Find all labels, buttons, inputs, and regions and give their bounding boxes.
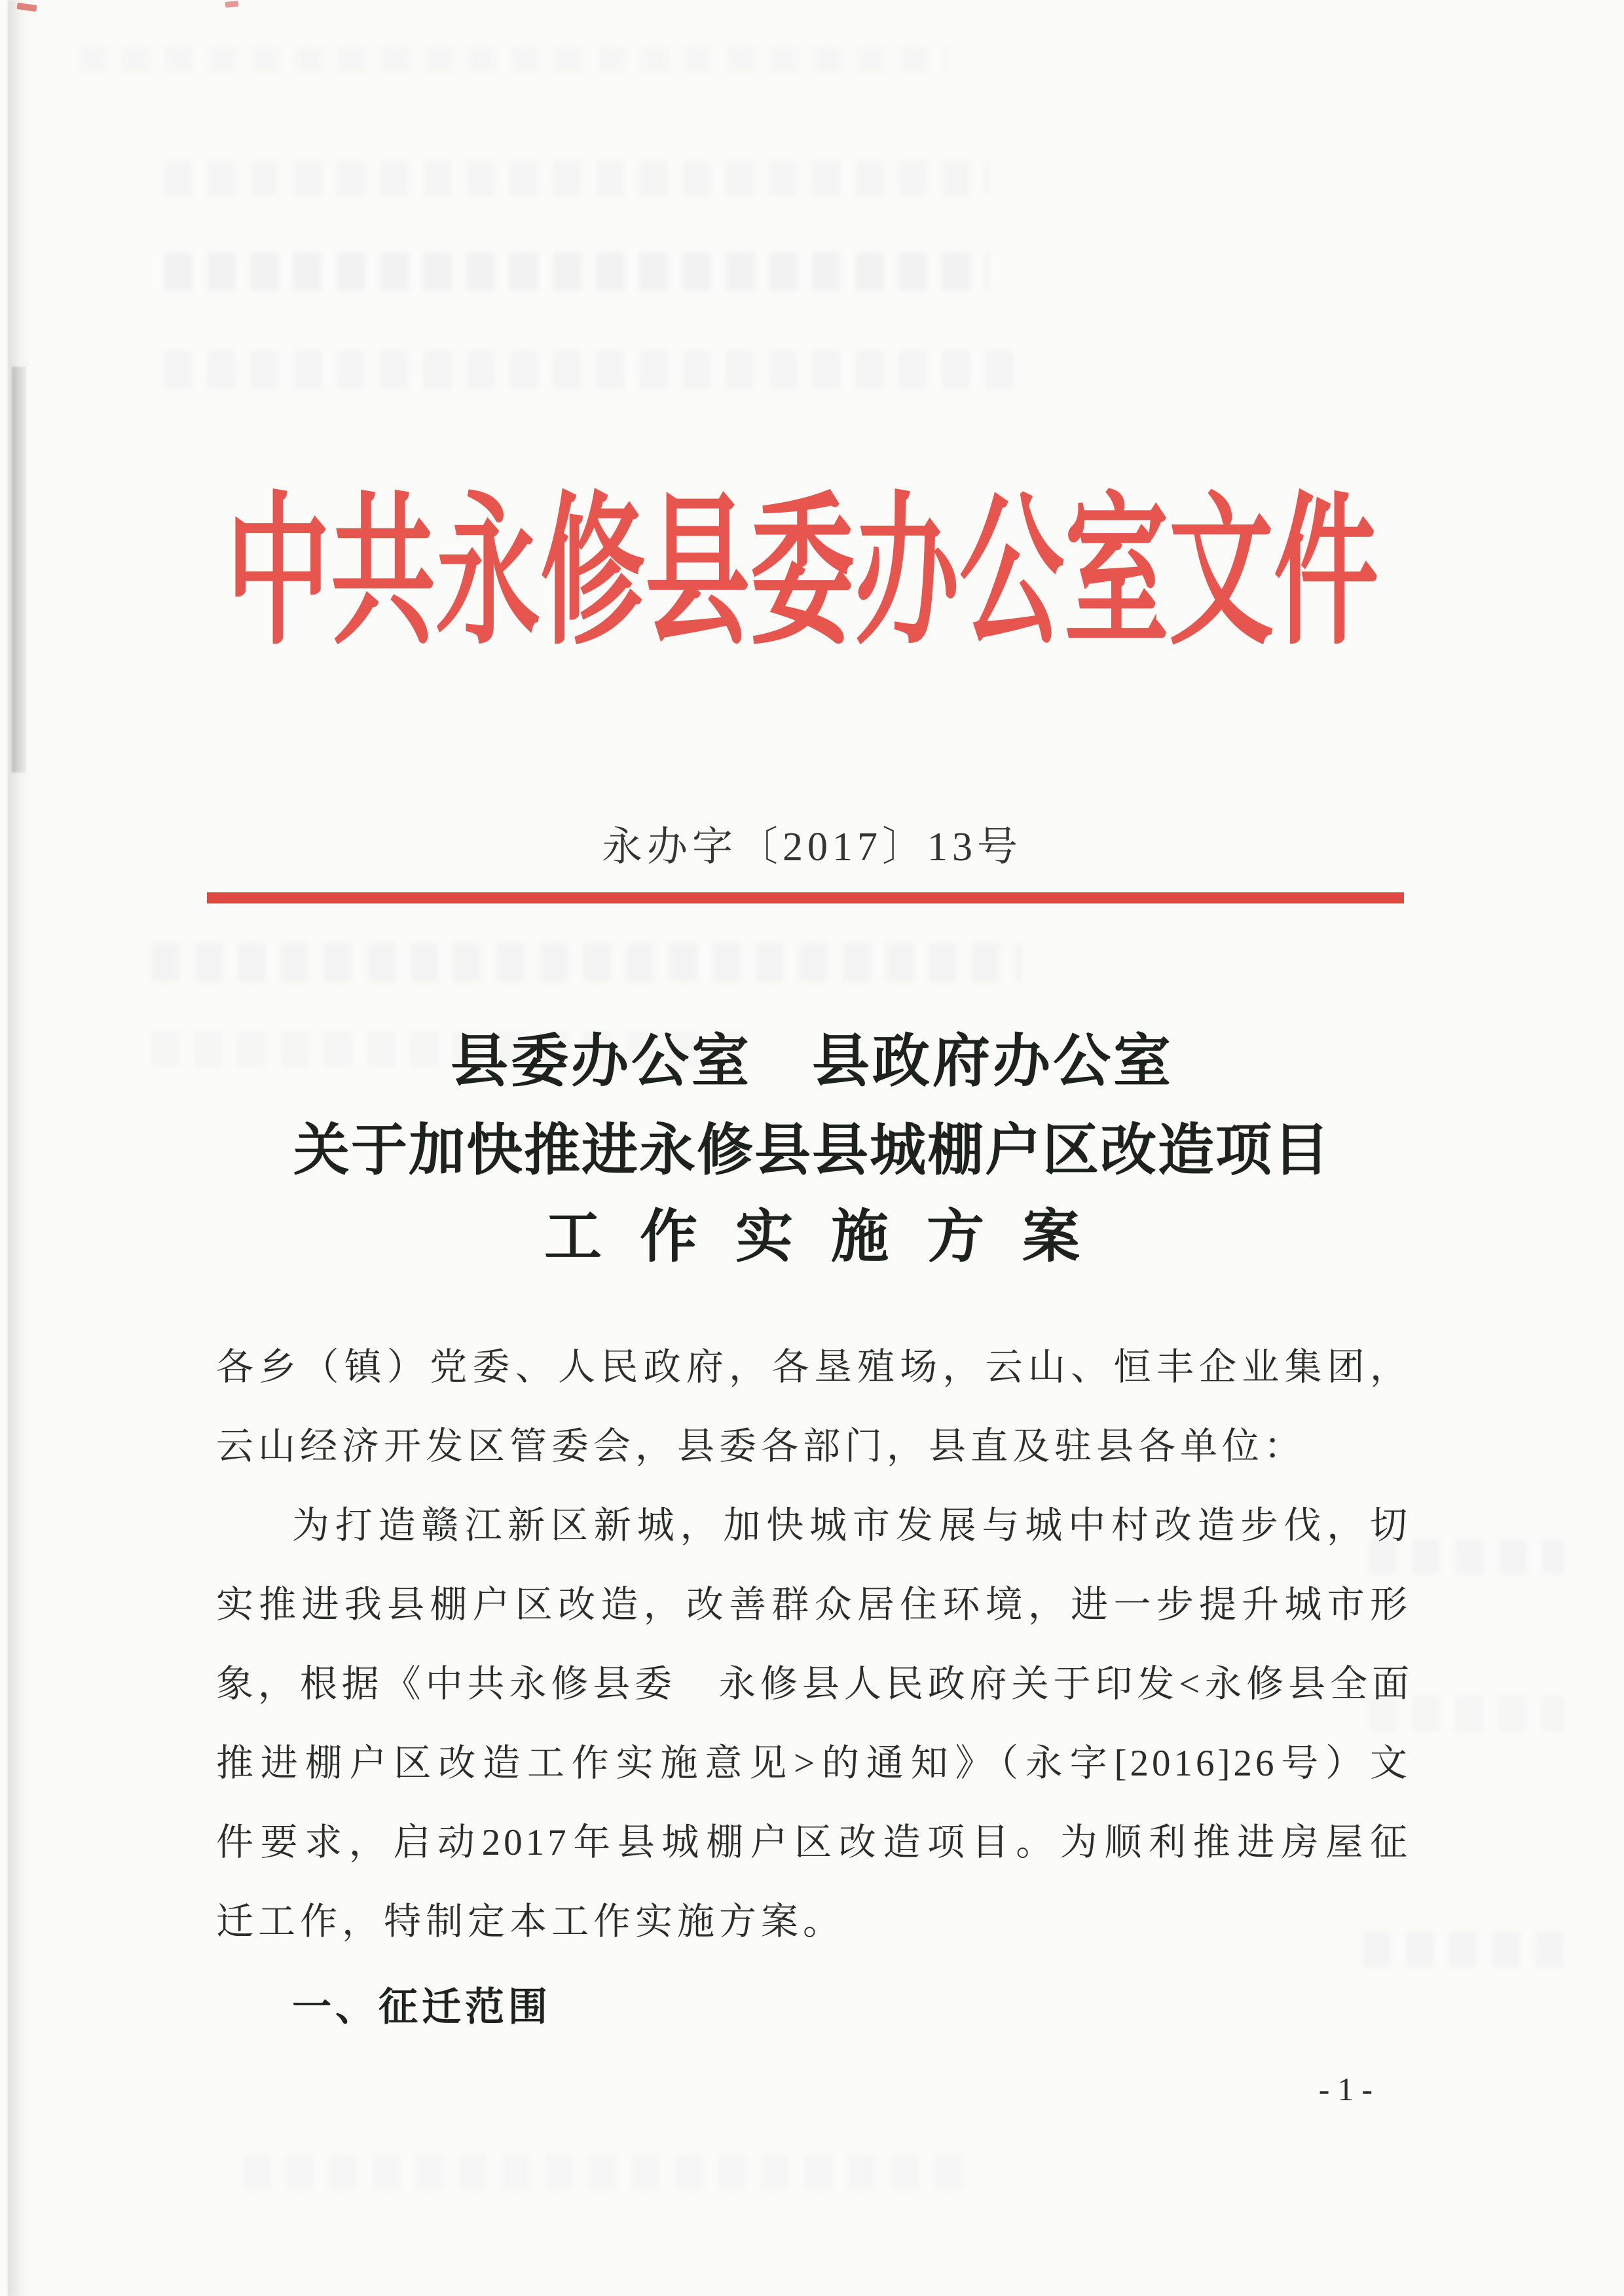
paragraph-line: 件要求，启动2017年县城棚户区改造项目。为顺利推进房屋征 [216, 1822, 1411, 1863]
bleedthrough-smudge [164, 160, 989, 196]
paragraph-line: 迁工作，特制定本工作实施方案。 [216, 1901, 845, 1942]
salutation-line: 各乡（镇）党委、人民政府，各垦殖场，云山、恒丰企业集团， [216, 1347, 1411, 1388]
paragraph-line: 为打造赣江新区新城，加快城市发展与城中村改造步伐，切 [292, 1505, 1411, 1546]
document-title-line2: 关于加快推进永修县县城棚户区改造项目 [293, 1119, 1331, 1182]
bleedthrough-smudge [151, 943, 1022, 982]
letterhead-title [0, 483, 1526, 665]
bleedthrough-smudge [164, 252, 989, 291]
red-ink-speck [225, 1, 239, 8]
red-separator-rule [207, 892, 1404, 903]
letterhead-title-text: 中共永修县委办公室文件 [226, 483, 1378, 665]
section-heading: 一、征迁范围 [292, 1986, 551, 2029]
scan-edge-band [8, 0, 31, 2296]
paragraph-line: 推进棚户区改造工作实施意见>的通知》（永字[2016]26号）文 [216, 1743, 1411, 1784]
paragraph-line: 实推进我县棚户区改造，改善群众居住环境，进一步提升城市形 [216, 1584, 1411, 1626]
page-number: -1- [1318, 2071, 1380, 2107]
salutation-line: 云山经济开发区管委会，县委各部门，县直及驻县各单位： [216, 1426, 1306, 1467]
bleedthrough-smudge [164, 350, 1015, 390]
bleedthrough-smudge [242, 2154, 963, 2190]
document-title [215, 1019, 1409, 1282]
document-body [216, 1328, 1411, 2049]
paragraph-line: 象，根据《中共永修县委 永修县人民政府关于印发<永修县全面 [216, 1664, 1411, 1705]
bleedthrough-smudge [79, 46, 950, 73]
document-number: 永办字〔2017〕13号 [601, 825, 1022, 869]
document-title-line1: 县委办公室 县政府办公室 [450, 1030, 1173, 1094]
document-title-line3: 工作实施方案 [544, 1206, 1118, 1269]
